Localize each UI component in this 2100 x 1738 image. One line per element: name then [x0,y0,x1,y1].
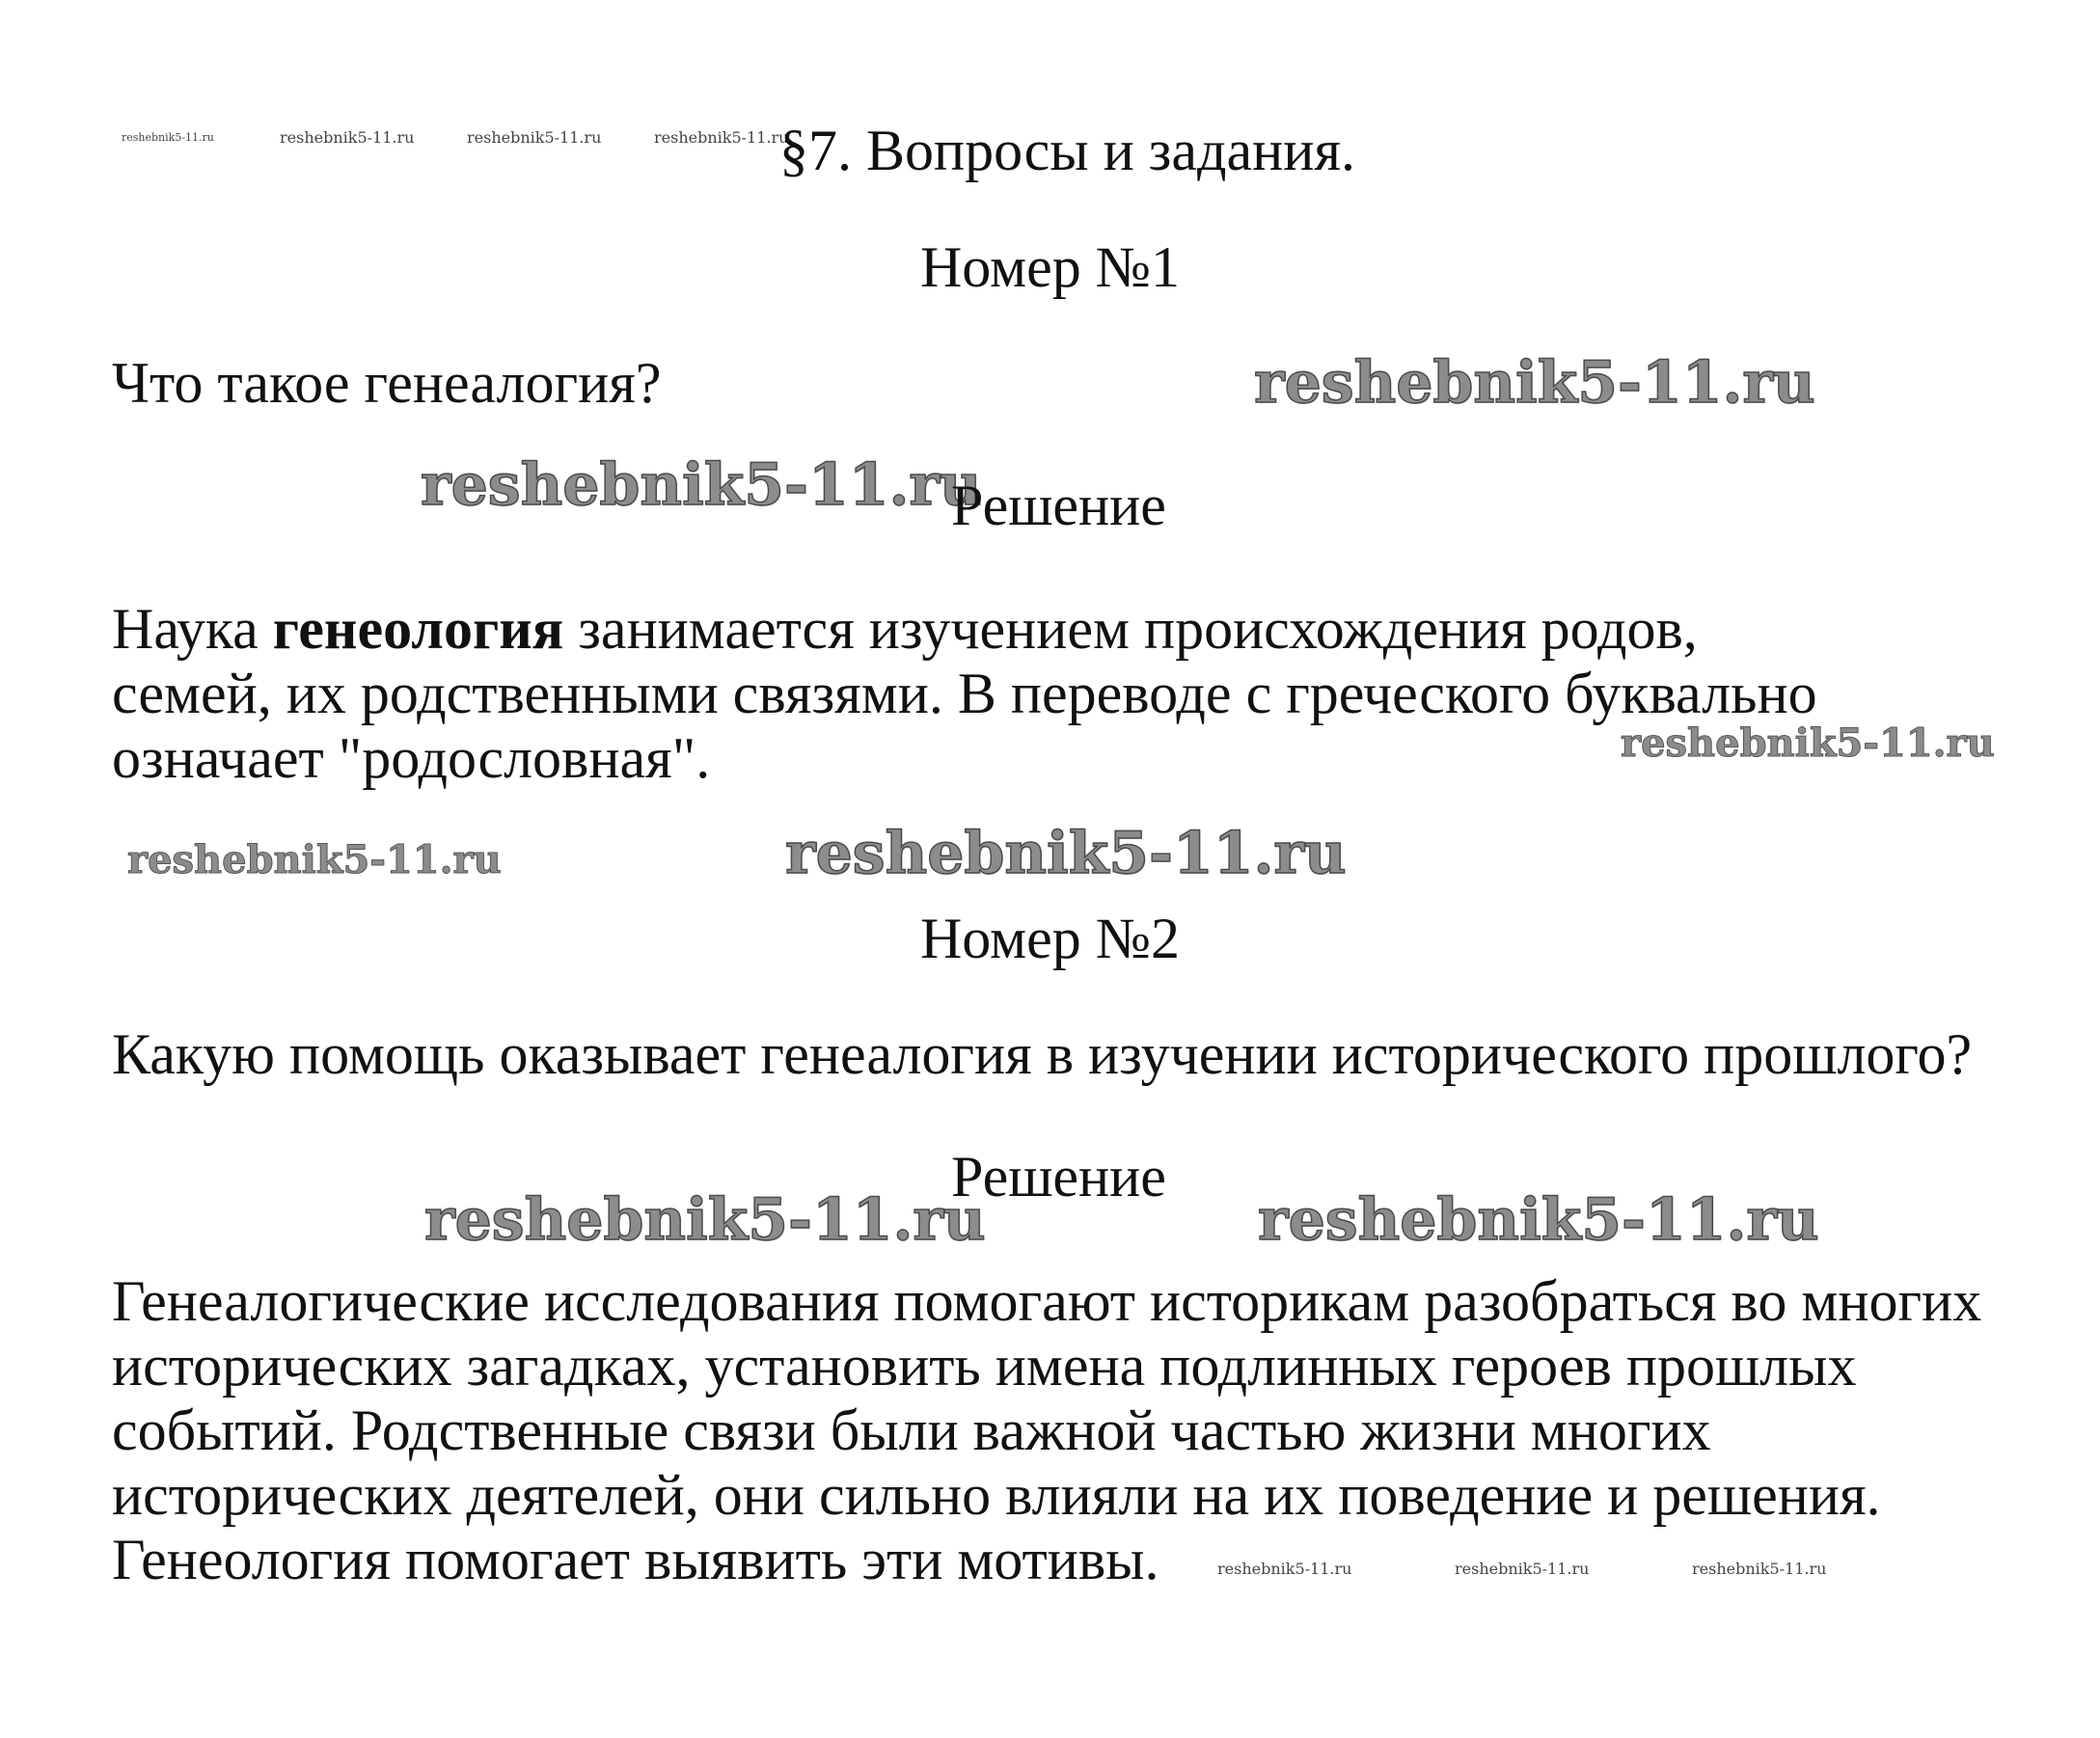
watermark-text: reshebnik5-11.ru [1217,1560,1352,1578]
watermark-text: reshebnik5-11.ru [122,131,214,144]
watermark-text: reshebnik5-11.ru [1455,1560,1590,1578]
watermark-text: reshebnik5-11.ru [1258,1186,1819,1254]
answer-line: Генеология помогает выявить эти мотивы. [112,1528,1159,1591]
answer-text: Наука [112,597,273,661]
watermark-text: reshebnik5-11.ru [1254,349,1815,417]
answer-line [112,597,1817,662]
answer-line: исторических загадках, установить имена подлинных героев прошлых [112,1334,1857,1398]
watermark-text: reshebnik5-11.ru [1692,1560,1827,1578]
answer-line: исторических деятелей, они сильно влияли на их поведение и решения. [112,1463,1881,1527]
watermark-text: reshebnik5-11.ru [1621,720,1995,766]
watermark-text: reshebnik5-11.ru [421,451,982,519]
solution-label: Решение [951,474,1166,537]
watermark-text: reshebnik5-11.ru [424,1186,986,1254]
task-number: Номер №2 [919,907,1181,970]
answer-line: семей, их родственными связями. В переводе с греческого буквально [112,662,1817,725]
answer-line: Генеалогические исследования помогают историкам разобраться во многих [112,1269,1982,1333]
answer-line: событий. Родственные связи были важной частью жизни многих [112,1399,1711,1462]
task-number: Номер №1 [919,235,1181,299]
task-answer [112,597,1817,791]
task-question: Какую помощь оказывает генеалогия в изучении исторического прошлого? [112,1022,1973,1086]
solution-label: Решение [951,1145,1166,1208]
task-answer [112,1269,1981,1592]
watermark-text: reshebnik5-11.ru [654,128,789,147]
answer-text: занимается изучением происхождения родов, [563,597,1698,661]
watermark-text: reshebnik5-11.ru [280,128,415,147]
answer-bold-term: генеология [272,597,564,661]
task-question: Что такое генеалогия? [112,351,662,415]
answer-line: означает "родословная". [112,726,711,790]
watermark-text: reshebnik5-11.ru [785,820,1347,887]
watermark-text: reshebnik5-11.ru [127,837,502,883]
watermark-text: reshebnik5-11.ru [467,128,602,147]
section-title: §7. Вопросы и задания. [779,119,1355,182]
